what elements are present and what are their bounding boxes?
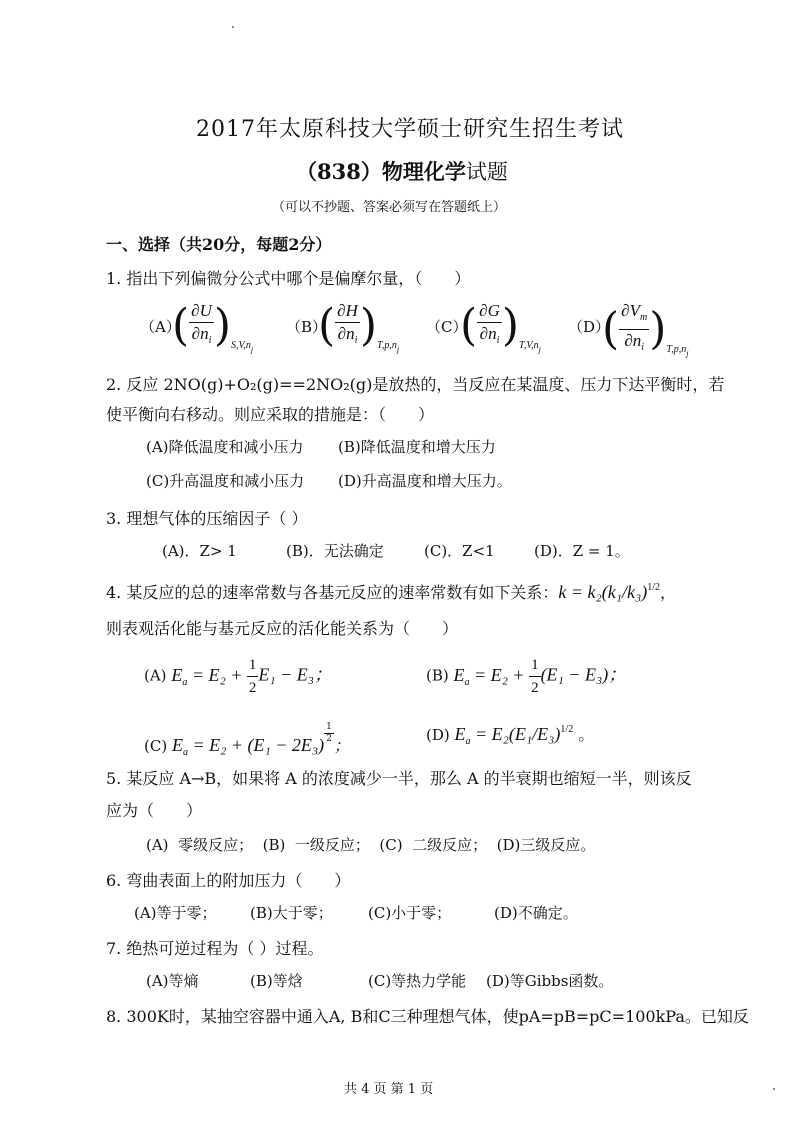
q3-option-c: (C)．Z<1: [424, 542, 495, 560]
q6-option-b: (B)大于零；: [250, 904, 333, 922]
exam-subtitle: [296, 156, 508, 186]
question-7: 7. 绝热可逆过程为（ ）过程。: [106, 939, 324, 958]
q4-option-b: (B) $E_a = E_2$ + $\frac{1}{2}$ (E₁ − E₃)；: [426, 654, 626, 699]
q7-option-c: (C)等热力学能: [368, 972, 467, 990]
q4-option-a: (A) $E_a = E_2$ + $\frac{1}{2}$ E₁ − E₃；: [144, 654, 332, 699]
q4-line-1-end: ，: [660, 583, 677, 602]
q1-option-c-label: （C）: [426, 318, 468, 336]
exam-note: （可以不抄题、答案必须写在答题纸上）: [272, 200, 507, 215]
question-1: 1. 指出下列偏微分公式中哪个是偏摩尔量，（ ）: [106, 269, 471, 288]
question-6: 6. 弯曲表面上的附加压力（ ）: [106, 871, 351, 890]
question-3: 3. 理想气体的压缩因子（ ）: [106, 509, 308, 528]
q3-option-b: (B)．无法确定: [286, 542, 384, 560]
q1-option-a-formula: ( $\frac{\partial U}{\partial n_i}$ )$_{S,V,n_j}$: [172, 300, 254, 354]
q2-option-c: (C)升高温度和减小压力: [146, 472, 305, 490]
q6-option-d: (D)不确定。: [494, 904, 578, 922]
q2-option-b: (B)降低温度和增大压力: [338, 438, 496, 456]
q2-option-a: (A)降低温度和减小压力: [146, 438, 304, 456]
q1-option-d-formula: ( $\frac{\partial V_m}{\partial n_i}$ )$_{T,p,n_j}$: [602, 301, 689, 358]
exam-title: 2017年太原科技大学硕士研究生招生考试: [196, 117, 624, 142]
q7-option-d: (D)等Gibbs函数。: [486, 972, 614, 990]
scan-speck: [773, 1088, 775, 1090]
question-8: 8. 300K时，某抽空容器中通入A, B和C三种理想气体，使pA=pB=pC=100kPa。已知反: [106, 1007, 749, 1026]
q3-option-d: (D)．Z = 1。: [534, 542, 630, 560]
q1-option-d-label: （D）: [568, 318, 611, 336]
q4-line-1-text: 4. 某反应的总的速率常数与各基元反应的速率常数有如下关系：: [106, 583, 559, 602]
q1-option-c-formula: ( $\frac{\partial G}{\partial n_i}$ )$_{T,V,n_j}$: [460, 300, 541, 354]
question-5-line-2: 应为（ ）: [106, 801, 203, 820]
q4-option-c: (C) $E_a = E_2 + (E_1 - 2E_3)$ $\frac{1}{2}$ ；: [144, 722, 350, 758]
question-1-options: [140, 300, 720, 360]
q1-option-b-label: （B）: [286, 318, 328, 336]
question-2-line-1: 2. 反应 2NO(g)+O₂(g)==2NO₂(g)是放热的，当反应在某温度、压力下达平衡时，若: [106, 375, 725, 394]
q1-option-b-formula: ( $\frac{\partial H}{\partial n_i}$ )$_{T,p,n_j}$: [318, 300, 400, 354]
q2-option-d: (D)升高温度和增大压力。: [338, 472, 512, 490]
q3-option-a: (A)．Z> 1: [162, 542, 237, 560]
q5-options: (A) 零级反应； (B) 一级反应； (C) 二级反应； (D)三级反应。: [146, 836, 596, 854]
q4-option-d: (D) $E_a = E_2(E_1/E_3)^{1/2}$ 。: [426, 724, 595, 747]
question-4-line-2: 则表观活化能与基元反应的活化能关系为（ ）: [106, 619, 459, 638]
q7-option-a: (A)等熵: [146, 972, 199, 990]
question-2-line-2: 使平衡向右移动。则应采取的措施是：（ ）: [106, 405, 435, 424]
question-5-line-1: 5. 某反应 A→B，如果将 A 的浓度减少一半，那么 A 的半衰期也缩短一半，则该反: [106, 769, 692, 788]
section-heading: 一、选择（共20分，每题2分）: [106, 235, 332, 254]
question-4-line-1: [106, 580, 676, 603]
scan-speck: [232, 26, 234, 28]
subject-code: （838）物理化学: [296, 159, 466, 184]
q7-option-b: (B)等焓: [250, 972, 303, 990]
q1-option-a-label: （A）: [140, 318, 181, 336]
page-footer: 共 4 页 第 1 页: [344, 1082, 434, 1097]
q6-option-a: (A)等于零；: [134, 904, 217, 922]
q4-rate-formula: $k = k_2(k_1/k_3)^{1/2}$: [558, 582, 661, 602]
subtitle-suffix: 试题: [465, 160, 508, 184]
q6-option-c: (C)小于零；: [368, 904, 452, 922]
